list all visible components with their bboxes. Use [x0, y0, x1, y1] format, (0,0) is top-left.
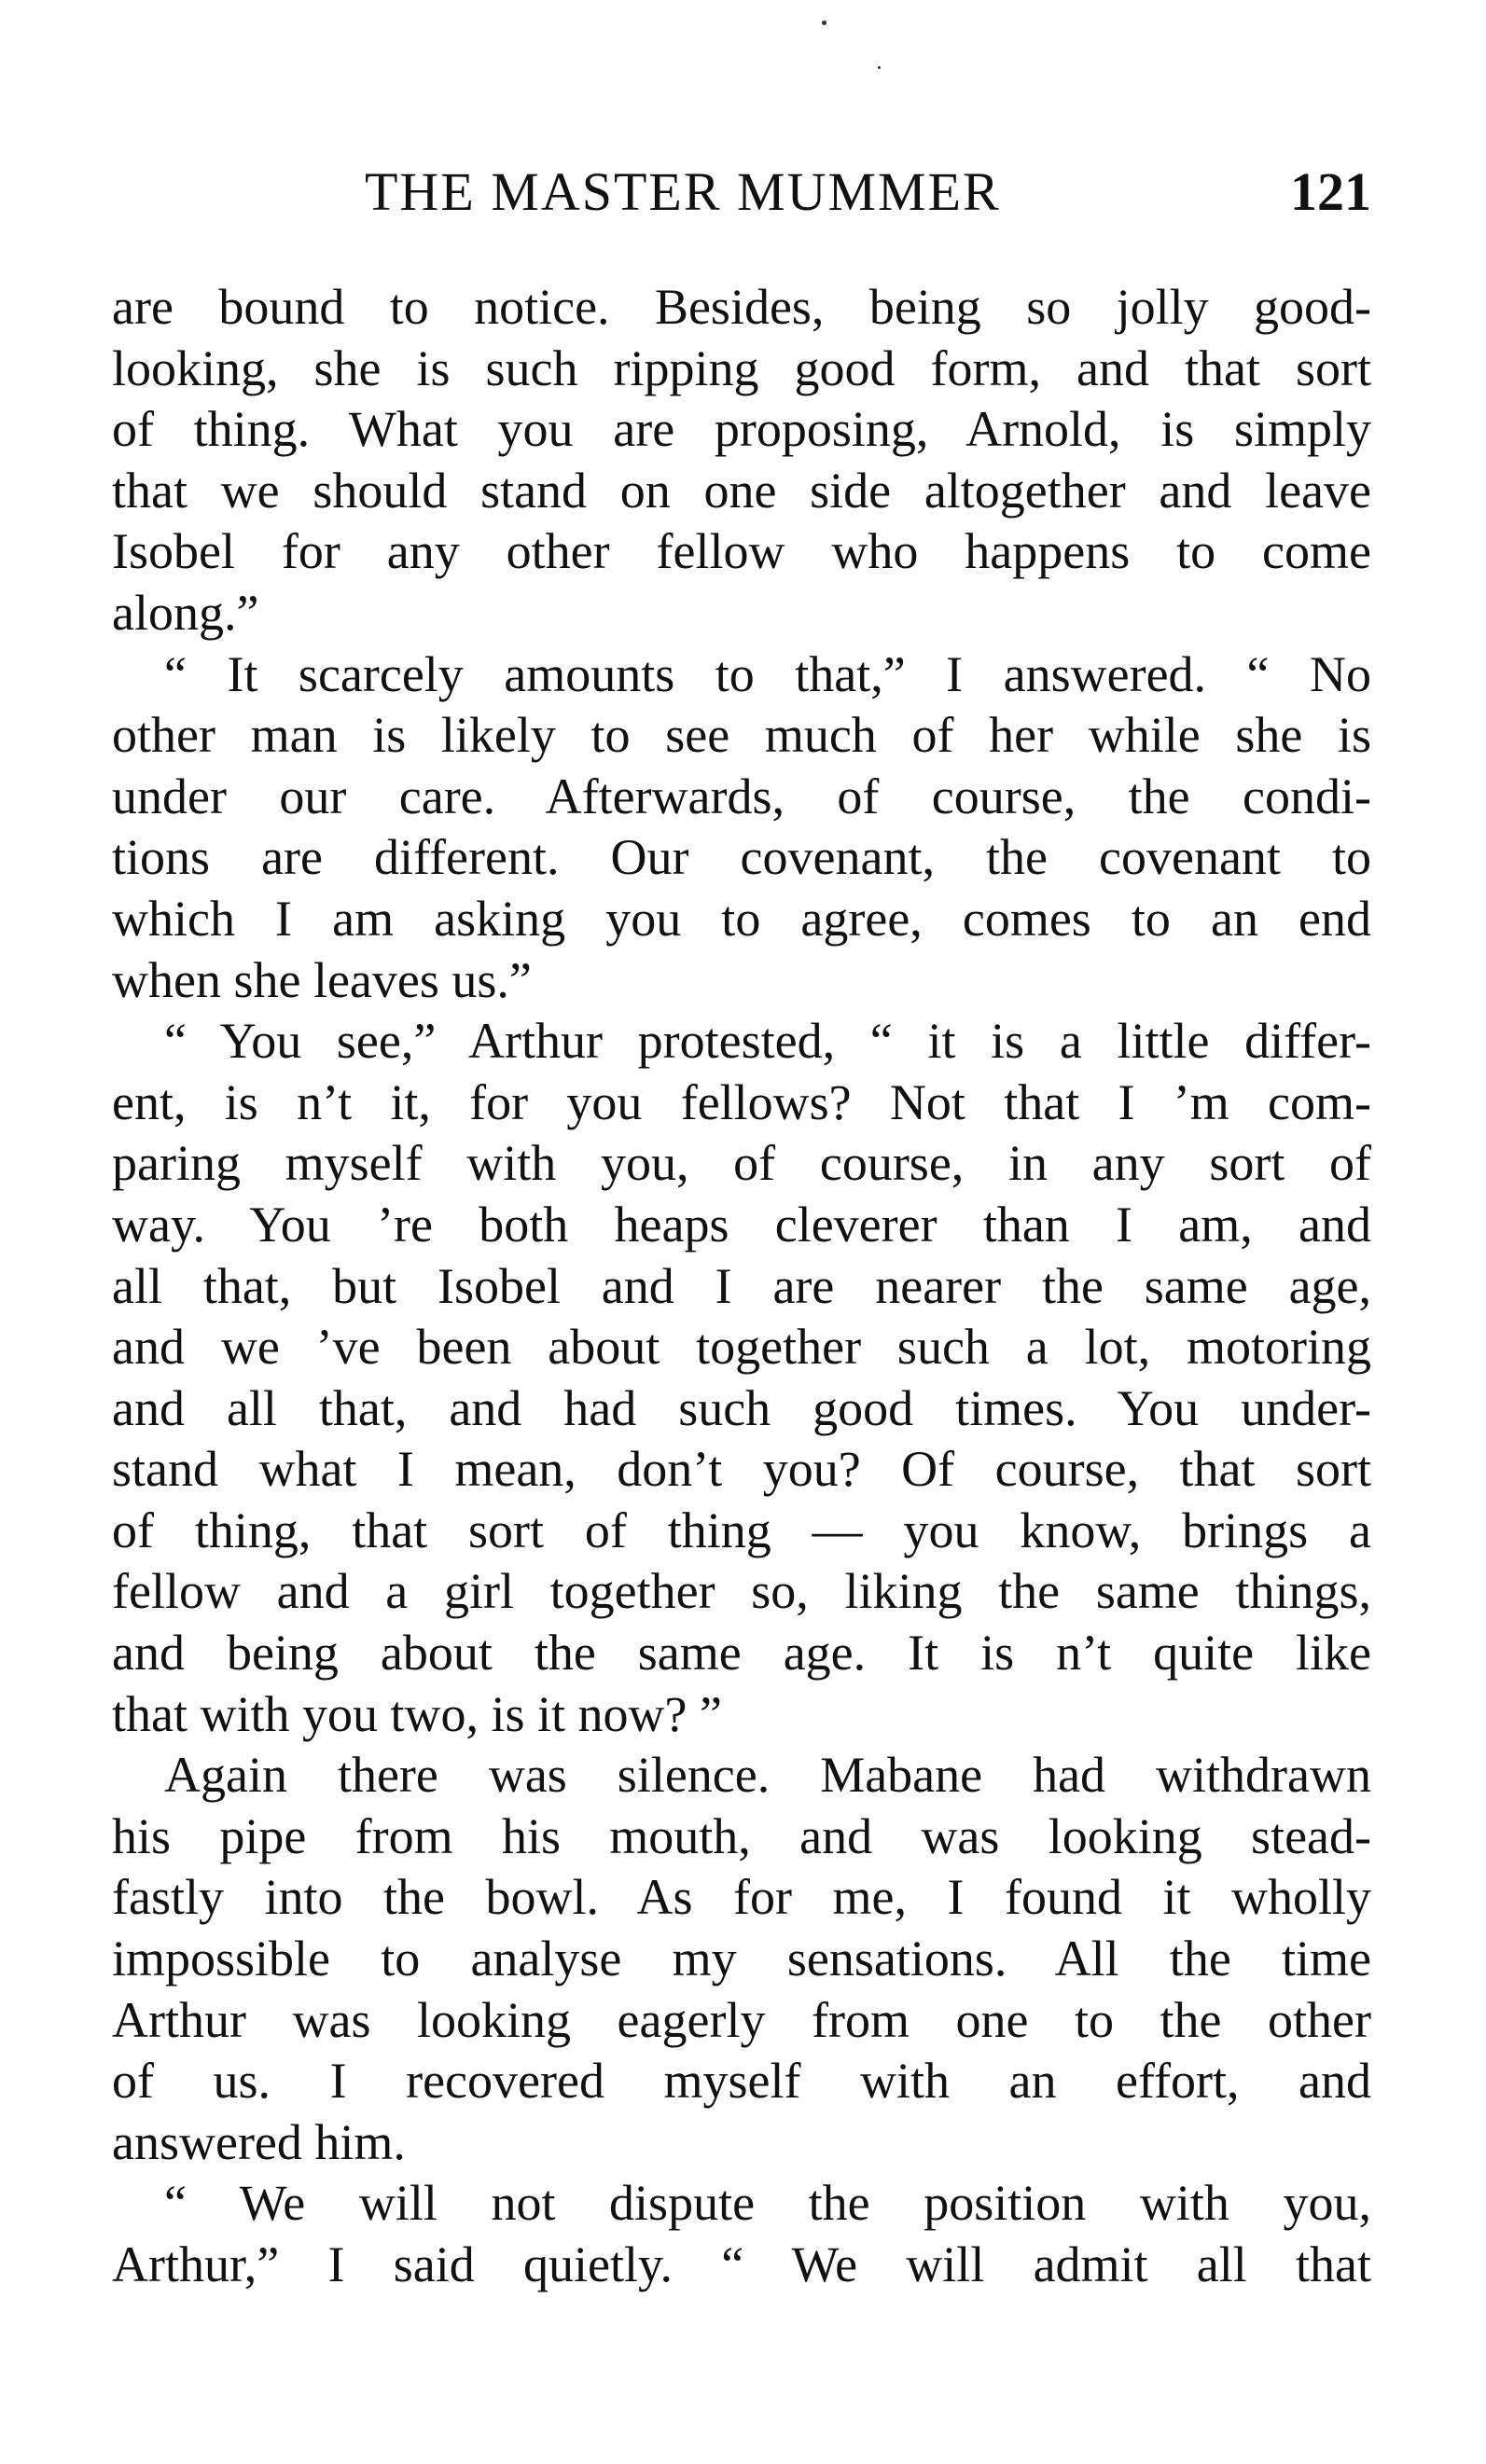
text-line: are bound to notice. Besides, being so jolly good- [112, 279, 1371, 335]
text-line: that with you two, is it now? ” [112, 1685, 722, 1742]
text-line: other man is likely to see much of her while she is [112, 707, 1371, 764]
text-line: and we ’ve been about together such a lot, motoring [112, 1319, 1371, 1376]
text-line: “ You see,” Arthur protested, “ it is a little differ- [164, 1013, 1371, 1070]
text-line: looking, she is such ripping good form, and that sort [112, 339, 1371, 396]
text-line: fellow and a girl together so, liking the same things, [112, 1563, 1371, 1620]
print-speck [822, 21, 826, 25]
text-line: when she leaves us.” [112, 951, 532, 1008]
text-line: Arthur was looking eagerly from one to the other [112, 1991, 1371, 2048]
running-head [112, 160, 1371, 226]
page-number: 121 [1290, 161, 1371, 222]
print-speck [878, 66, 881, 69]
text-line: along.” [112, 584, 259, 641]
text-line: “ It scarcely amounts to that,” I answered. “ No [164, 645, 1371, 702]
text-line: way. You ’re both heaps cleverer than I am, and [112, 1196, 1371, 1253]
text-line: of thing, that sort of thing — you know, brings a [112, 1502, 1371, 1558]
text-line: tions are different. Our covenant, the covenant to [112, 829, 1371, 886]
text-line: under our care. Afterwards, of course, the condi- [112, 768, 1371, 824]
text-line: Arthur,” I said quietly. “ We will admit all that [112, 2236, 1371, 2292]
text-line: stand what I mean, don’t you? Of course, that sort [112, 1441, 1371, 1498]
text-line: of thing. What you are proposing, Arnold, is simply [112, 401, 1371, 458]
text-line: ent, is n’t it, for you fellows? Not that I ’m com- [112, 1073, 1371, 1130]
text-line: of us. I recovered myself with an effort, and [112, 2053, 1371, 2110]
text-line: all that, but Isobel and I are nearer the same age, [112, 1257, 1371, 1314]
text-line: “ We will not dispute the position with you, [164, 2175, 1371, 2232]
running-title: THE MASTER MUMMER [365, 161, 1001, 222]
text-line: which I am asking you to agree, comes to an end [112, 890, 1371, 947]
body-text [112, 277, 1371, 2296]
text-line: answered him. [112, 2113, 406, 2170]
text-line: and being about the same age. It is n’t quite like [112, 1625, 1371, 1682]
text-line: Again there was silence. Mabane had withdrawn [164, 1747, 1371, 1804]
text-line: that we should stand on one side altogether and leave [112, 462, 1371, 519]
text-line: and all that, and had such good times. You under- [112, 1379, 1371, 1436]
text-line: Isobel for any other fellow who happens to come [112, 523, 1371, 580]
text-line: fastly into the bowl. As for me, I found it wholly [112, 1869, 1371, 1926]
text-line: impossible to analyse my sensations. All the time [112, 1931, 1371, 1987]
text-line: his pipe from his mouth, and was looking stead- [112, 1807, 1371, 1864]
text-line: paring myself with you, of course, in any sort of [112, 1135, 1371, 1192]
